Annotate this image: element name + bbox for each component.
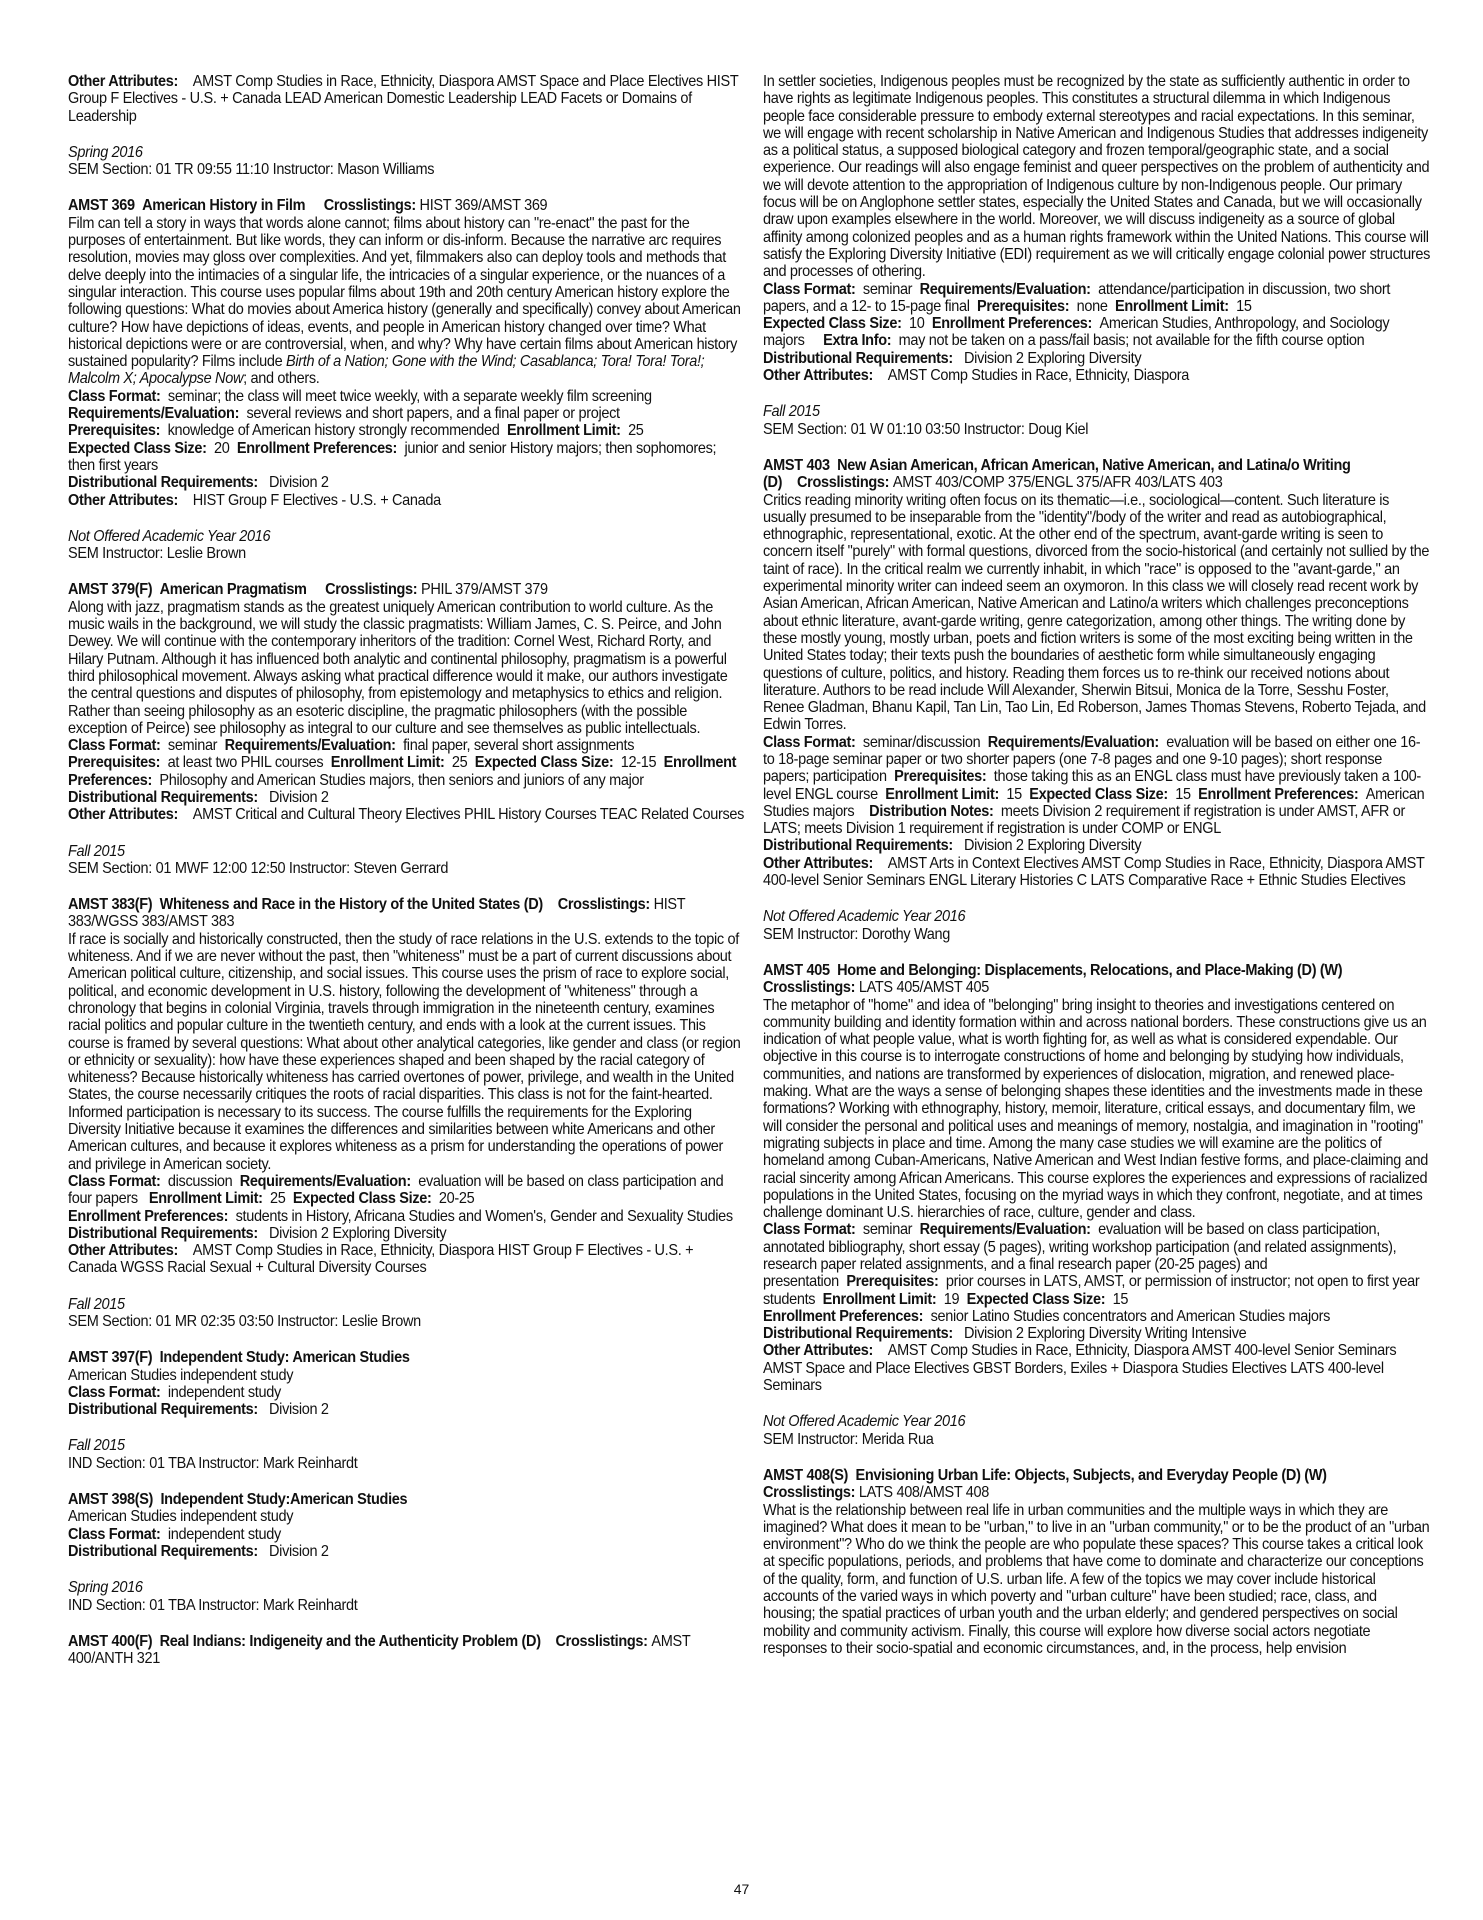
- prerequisites: none: [1076, 297, 1108, 315]
- enrollment-limit: 25: [270, 1190, 286, 1208]
- enrollment-limit: 25: [628, 422, 644, 440]
- prerequisites-label: Prerequisites:: [894, 768, 987, 786]
- enrollment-limit-label: Enrollment Limit:: [822, 1290, 937, 1308]
- other-attributes: AMST Critical and Cultural Theory Electives PHIL History Courses TEAC Related Courses: [192, 806, 745, 824]
- course-details: [68, 388, 744, 509]
- class-format: discussion: [167, 1172, 233, 1190]
- course-amst-369: [68, 197, 744, 508]
- section-info: IND Section: 01 TBA Instructor: Mark Reinhardt: [68, 1596, 358, 1614]
- class-format-label: Class Format:: [68, 387, 161, 405]
- other-attributes-label: Other Attributes:: [763, 1342, 873, 1360]
- requirements: evaluation will be based on either one 16- to 18-page seminar paper or two shorter papers (one 7-8 pages and one 9-10 pages); short response papers; participation: [763, 733, 1421, 786]
- class-format: independent study: [167, 1383, 281, 1401]
- class-size-label: Expected Class Size:: [966, 1290, 1106, 1308]
- crosslistings: LATS 405/AMST 405: [858, 979, 990, 997]
- enrollment-limit: 25: [451, 754, 468, 772]
- class-format: seminar: [862, 1221, 913, 1239]
- distribution-notes-label: Distribution Notes:: [869, 802, 994, 820]
- section-info: SEM Section: 01 MR 02:35 03:50 Instructor: Leslie Brown: [68, 1313, 421, 1330]
- class-size: 20: [213, 439, 230, 457]
- prerequisites-label: Prerequisites:: [846, 1273, 939, 1291]
- course-description: American Studies independent study: [68, 1366, 294, 1384]
- prerequisites: at least two PHIL courses: [167, 754, 324, 772]
- distributional-requirements: Division 2: [269, 1542, 329, 1560]
- enrollment-preferences-label: Enrollment Preferences:: [68, 1207, 229, 1225]
- page-number: 47: [733, 1881, 750, 1897]
- term-label: Fall 2015: [68, 1295, 125, 1313]
- requirements-label: Requirements/Evaluation:: [919, 1221, 1091, 1239]
- term-block: [68, 528, 744, 563]
- other-attributes: HIST Group F Electives - U.S. + Canada: [192, 491, 441, 509]
- distributional-requirements-label: Distributional Requirements:: [763, 1325, 953, 1343]
- other-attributes-label: Other Attributes:: [763, 367, 873, 385]
- enrollment-preferences: Philosophy and American Studies majors, then seniors and juniors of any major: [159, 771, 644, 789]
- requirements: several reviews and short papers, and a final paper or project: [246, 405, 620, 423]
- course-amst-408: [763, 1467, 1432, 1657]
- enrollment-preferences-label: Enrollment Preferences:: [68, 754, 737, 789]
- term-block: [763, 403, 1432, 438]
- course-title: [763, 1467, 1432, 1502]
- course-title: [68, 896, 744, 931]
- section-info: SEM Instructor: Dorothy Wang: [763, 925, 951, 943]
- extra-info-label: Extra Info:: [823, 332, 892, 350]
- term-label: Spring 2016: [68, 1579, 143, 1597]
- course-description: Critics reading minority writing often focus on its thematic—i.e., sociological—content. Such literature is usually presumed to be inseparable from the "identity"/body of the writer and read as autobiographical, ethnographic, representational, exotic. At the other end of the spectrum, avant-garde writing is seen to concern itself "purely" with formal questions, divorced from the socio-historical (and certainly not sullied by the taint of race). In the critical realm we currently inhabit, in which "race" is opposed to the "avant-garde," an experimental minority writer can indeed seem an oxymoron. In this class we will closely read recent work by Asian American, African American, Native American and Latino/a writers which challenges preconceptions about ethnic literature, avant-garde writing, genre categorization, among other things. The writing done by these mostly young, mostly urban, poets and fiction writers is some of the most exciting being written in the United States today; their texts push the boundaries of aesthetic form while simultaneously engaging questions of culture, politics, and history. Reading them forces us to re-think our received notions about literature. Authors to be read include Will Alexander, Sherwin Bitsui, Monica de la Torre, Sesshu Foster, Renee Gladman, Bhanu Kapil, Tan Lin, Tao Lin, Ed Roberson, James Thomas Stevens, Roberto Tejada, and Edwin Torres.: [763, 491, 1430, 734]
- requirements-label: Requirements/Evaluation:: [919, 280, 1091, 298]
- class-size-label: Expected Class Size:: [1029, 785, 1168, 803]
- enrollment-preferences-label: Enrollment Preferences:: [236, 439, 398, 457]
- term-label: Fall 2015: [68, 1437, 125, 1455]
- class-format-label: Class Format:: [68, 1172, 161, 1190]
- course-title: [68, 197, 744, 214]
- distributional-requirements: Division 2: [269, 474, 329, 492]
- crosslistings: AMST 403/COMP 375/ENGL 375/AFR 403/LATS 403: [892, 474, 1223, 492]
- enrollment-limit-label: Enrollment Limit:: [1115, 297, 1229, 315]
- other-attributes-label: Other Attributes:: [68, 1242, 178, 1260]
- other-attributes-label: Other Attributes:: [763, 854, 873, 872]
- distributional-requirements: Division 2 Exploring Diversity: [964, 349, 1142, 367]
- enrollment-preferences: students in History, Africana Studies and Women's, Gender and Sexuality Studies: [235, 1207, 733, 1225]
- section-info: SEM Instructor: Leslie Brown: [68, 545, 246, 563]
- class-format: seminar: [167, 737, 218, 755]
- description-text: Film can tell a story in ways that words alone cannot; films about history can "re-enact" the past for the purposes of entertainment. But like words, they can inform or dis-inform. Because the narrative arc requires resolution, movies may gloss over complexities. And yet, filmmakers also can deploy tools and methods that delve deeply into the intimacies of a singular life, the intricacies of a singular experience, or the nuances of a singular interaction. This course uses popular films about 19th and 20th century American history explore the following questions: What do movies about America history (generally and specifically) convey about American culture? How have depictions of ideas, events, and people in American history changed over time? What historical depictions were or are controversial, when, and why? Why have certain films about American history sustained popularity? Films include: [68, 214, 741, 371]
- enrollment-preferences: American Studies, Anthropology, and Sociology majors: [763, 315, 1390, 350]
- section-info: SEM Section: 01 W 01:10 03:50 Instructor: Doug Kiel: [763, 420, 1089, 438]
- course-title: [68, 581, 744, 598]
- course-details: [68, 1384, 744, 1419]
- course-number: AMST 408(S): [763, 1466, 849, 1484]
- course-name: American Pragmatism: [159, 581, 307, 599]
- extra-info: may not be taken on a pass/fail basis; not available for the fifth course option: [898, 332, 1365, 350]
- distributional-requirements-label: Distributional Requirements:: [68, 1401, 258, 1419]
- course-number: AMST 369: [68, 197, 135, 215]
- crosslistings: AMST 400/ANTH 321: [68, 1632, 691, 1668]
- crosslistings-label: Crosslistings:: [763, 979, 856, 997]
- class-format-label: Class Format:: [68, 737, 161, 755]
- course-number: AMST 383(F): [68, 896, 153, 914]
- class-size-label: Expected Class Size:: [474, 754, 614, 772]
- enrollment-limit: 15: [1006, 785, 1022, 803]
- crosslistings-label: Crosslistings:: [325, 581, 418, 599]
- course-description: In settler societies, Indigenous peoples must be recognized by the state as sufficiently authentic in order to have rights as legitimate Indigenous peoples. This constitutes a structural dilemma in which Indigenous people face considerable pressure to embody external stereotypes and racial expectations. In this seminar, we will engage with recent scholarship in Native American and Indigenous Studies that addresses indigeneity as a political status, a supposed biological category and frozen temporal/geographic state, and a social experience. Our readings will also engage feminist and queer perspectives on the problem of authenticity and we will devote attention to the appropriation of Indigenous culture by non-Indigenous people. Our primary focus will be on Anglophone settler states, especially the United States and Canada, but we will occasionally draw upon examples elsewhere in the world. Moreover, we will discuss indigeneity as a source of global affinity among colonized peoples and as a human rights framework within the United Nations. This course will satisfy the Exploring Diversity Initiative (EDI) requirement as we will critically engage colonial power structures and processes of othering.: [763, 73, 1431, 281]
- course-amst-405: [763, 962, 1432, 1394]
- course-description: [68, 215, 744, 388]
- course-details: [68, 1173, 744, 1277]
- requirements-label: Requirements/Evaluation:: [987, 733, 1159, 751]
- course-entry-continued: [68, 73, 744, 125]
- field-value: AMST Comp Studies in Race, Ethnicity, Diaspora AMST Space and Place Electives HIST Group F Electives - U.S. + Canada LEAD American Domestic Leadership LEAD Facets or Domains of Leadership: [68, 73, 739, 125]
- term-block: [763, 908, 1432, 943]
- distributional-requirements-label: Distributional Requirements:: [68, 1542, 258, 1560]
- distributional-requirements-label: Distributional Requirements:: [763, 349, 953, 367]
- class-size: 15: [1175, 785, 1191, 803]
- distributional-requirements: Division 2 Exploring Diversity Writing Intensive: [964, 1325, 1247, 1343]
- description-text-end: ; and others.: [243, 370, 320, 388]
- requirements: evaluation will be based on class participation and four papers: [68, 1172, 724, 1208]
- term-block: [68, 144, 744, 179]
- section-info: SEM Section: 01 MWF 12:00 12:50 Instructor: Steven Gerrard: [68, 859, 449, 877]
- requirements: evaluation will be based on class participation, annotated bibliography, short essay (5 pages), writing workshop participation (and related assignments), research paper related assignments, and a final research paper (20-25 pages) and presentation: [763, 1221, 1397, 1291]
- distributional-requirements: Division 2: [269, 1401, 329, 1419]
- crosslistings: LATS 408/AMST 408: [858, 1484, 990, 1502]
- requirements-label: Requirements/Evaluation:: [239, 1172, 411, 1190]
- course-title: [68, 1349, 744, 1366]
- enrollment-limit-label: Enrollment Limit:: [506, 422, 621, 440]
- other-attributes-label: Other Attributes:: [68, 491, 178, 509]
- course-description: The metaphor of "home" and idea of "belonging" bring insight to theories and investigations centered on community building and identity formation within and across national borders. These constructions give us an indication of what people value, what is worth fighting for, as well as what is considered expendable. Our objective in this course is to interrogate constructions of home and belonging by studying how individuals, communities, and nations are transformed by experiences of dislocation, migration, and renewed place-making. What are the ways a sense of belonging shapes these identities and the investments made in these formations? Working with ethnography, history, memoir, literature, critical essays, and documentary film, we will consider the personal and political uses and meanings of memory, nostalgia, and imagination in "rooting" migrating subjects in place and time. Among the many case studies we will examine are the politics of homeland among Cuban-Americans, Native American and West Indian festive forms, and place-claiming and racial sincerity among African Americans. This course explores the experiences and expressions of racialized populations in the United States, focusing on the myriad ways in which they confront, negotiate, and at times challenge dominant U.S. hierarchies of race, culture, gender and class.: [763, 996, 1428, 1222]
- crosslistings-label: Crosslistings:: [323, 197, 416, 215]
- course-details: [763, 1221, 1432, 1394]
- enrollment-preferences: senior Latino Studies concentrators and American Studies majors: [930, 1307, 1331, 1325]
- course-name: New Asian American, African American, Native American, and Latina/o Writing (D): [763, 456, 1351, 492]
- crosslistings: PHIL 379/AMST 379: [421, 581, 548, 599]
- course-number: AMST 379(F): [68, 581, 153, 599]
- term-label: Fall 2015: [763, 403, 820, 421]
- course-name: Real Indians: Indigeneity and the Authenticity Problem (D): [159, 1632, 541, 1650]
- course-title: [68, 1491, 744, 1508]
- course-description: Along with jazz, pragmatism stands as the greatest uniquely American contribution to world culture. As the music wails in the background, we will study the classic pragmatists: William James, C. S. Peirce, and John Dewey. We will continue with the contemporary inheritors of the tradition: Cornel West, Richard Rorty, and Hilary Putnam. Although it has influenced both analytic and continental philosophy, pragmatism is a powerful third philosophical movement. Always asking what practical difference would it make, our authors investigate the central questions and disputes of philosophy, from epistemology and metaphysics to ethics and religion. Rather than seeing philosophy as an esoteric discipline, the pragmatic philosophers (with the possible exception of Peirce) see philosophy as integral to our culture and see themselves as public intellectuals.: [68, 598, 728, 737]
- course-amst-397: [68, 1349, 744, 1418]
- course-description: If race is socially and historically constructed, then the study of race relations in the U.S. extends to the topic of whiteness. And if we are never without the past, then "whiteness" must be a part of current discussions about American political culture, citizenship, and social issues. This course uses the prism of race to explore social, political, and economic development in U.S. history, following the development of "whiteness" through a chronology that begins in colonial Virginia, travels through immigration in the nineteenth century, examines racial politics and popular culture in the twentieth century, and ends with a look at the current issues. This course is framed by several questions: What about other analytical categories, like gender and class (or region or ethnicity or sexuality): how have these experiences shaped and been shaped by the racial category of whiteness? Because historically whiteness has carried overtones of power, privilege, and wealth in the United States, the course necessarily critiques the roots of racial disparities. This class is not for the faint-hearted. Informed participation is necessary to its success. The course fulfills the requirements for the Exploring Diversity Initiative because it examines the differences and similarities between white Americans and other American cultures, and because it explores whiteness as a prism for understanding the operations of power and privilege in American society.: [68, 930, 741, 1173]
- course-amst-379: [68, 581, 744, 823]
- distribution-notes: meets Division 2 requirement if registration is under AMST, AFR or LATS; meets Division 1 requirement if registration is under COMP or ENGL: [763, 802, 1406, 838]
- enrollment-limit: 19: [943, 1290, 960, 1308]
- class-size: 12-15: [620, 754, 657, 772]
- course-name: Envisioning Urban Life: Objects, Subjects, and Everyday People (D) (W): [855, 1466, 1327, 1484]
- term-block: [68, 1296, 744, 1331]
- other-attributes: AMST Arts in Context Electives AMST Comp Studies in Race, Ethnicity, Diaspora AMST 400-level Senior Seminars ENGL Literary Histories C LATS Comparative Race + Ethnic Studies Electives: [763, 854, 1425, 890]
- course-details: [763, 281, 1432, 385]
- class-format-label: Class Format:: [763, 1221, 856, 1239]
- crosslistings-label: Crosslistings:: [555, 1632, 648, 1650]
- class-format-label: Class Format:: [68, 1383, 161, 1401]
- class-size-label: Expected Class Size:: [68, 439, 207, 457]
- distributional-requirements-label: Distributional Requirements:: [68, 788, 258, 806]
- term-block: [68, 843, 744, 878]
- course-number: AMST 403: [763, 456, 830, 474]
- class-format: seminar: [862, 280, 913, 298]
- term-label: Not Offered Academic Year 2016: [68, 527, 271, 545]
- other-attributes: AMST Comp Studies in Race, Ethnicity, Diaspora: [887, 367, 1190, 385]
- enrollment-limit-label: Enrollment Limit:: [885, 785, 999, 803]
- requirements: final paper, several short assignments: [403, 737, 635, 755]
- course-amst-400-body: [763, 73, 1432, 384]
- term-block: [763, 1413, 1432, 1448]
- prerequisites: prior courses in LATS, AMST, or permission of instructor; not open to first year students: [763, 1273, 1420, 1308]
- distributional-requirements: Division 2 Exploring Diversity: [964, 837, 1142, 855]
- field-label: Other Attributes:: [68, 73, 178, 90]
- term-label: Spring 2016: [68, 143, 143, 161]
- requirements: attendance/participation in discussion, two short papers, and a 12- to 15-page final: [763, 280, 1391, 315]
- enrollment-limit-label: Enrollment Limit:: [330, 754, 445, 772]
- enrollment-limit: 15: [1236, 297, 1252, 315]
- enrollment-limit-label: Enrollment Limit:: [148, 1190, 263, 1208]
- course-number: AMST 397(F): [68, 1349, 153, 1367]
- course-title: [763, 962, 1432, 997]
- course-number: AMST 400(F): [68, 1632, 153, 1650]
- class-size-label: Expected Class Size:: [763, 315, 902, 333]
- crosslistings-label: Crosslistings:: [796, 474, 890, 492]
- distributional-requirements: Division 2: [269, 788, 329, 806]
- term-block: [68, 1579, 744, 1614]
- term-label: Not Offered Academic Year 2016: [763, 1413, 966, 1431]
- other-attributes: AMST Comp Studies in Race, Ethnicity, Diaspora HIST Group F Electives - U.S. + Canada WGSS Racial Sexual + Cultural Diversity Courses: [68, 1242, 694, 1277]
- course-name: American History in Film: [142, 197, 306, 215]
- section-info: SEM Section: 01 TR 09:55 11:10 Instructor: Mason Williams: [68, 161, 435, 179]
- course-details: [763, 734, 1432, 890]
- class-format-label: Class Format:: [763, 733, 856, 751]
- class-format: independent study: [167, 1525, 281, 1543]
- course-details: [68, 737, 744, 823]
- class-size: 20-25: [438, 1190, 475, 1208]
- enrollment-preferences: junior and senior History majors; then sophomores; then first years: [68, 439, 717, 474]
- class-size-label: Expected Class Size:: [292, 1190, 432, 1208]
- course-number: AMST 398(S): [68, 1491, 154, 1509]
- class-format-label: Class Format:: [763, 280, 856, 298]
- other-attributes: [68, 73, 744, 125]
- other-attributes-label: Other Attributes:: [68, 806, 178, 824]
- enrollment-preferences-label: Enrollment Preferences:: [1198, 785, 1359, 803]
- enrollment-preferences-label: Enrollment Preferences:: [931, 315, 1093, 333]
- class-format: seminar/discussion: [862, 733, 981, 751]
- course-amst-383: [68, 896, 744, 1277]
- course-name: Independent Study:American Studies: [160, 1491, 408, 1509]
- course-name: Home and Belonging: Displacements, Relocations, and Place-Making (D) (W): [837, 961, 1343, 979]
- requirements-label: Requirements/Evaluation:: [68, 405, 240, 423]
- crosslistings: HIST 383/WGSS 383/AMST 383: [68, 896, 686, 931]
- term-label: Not Offered Academic Year 2016: [763, 908, 966, 926]
- prerequisites-label: Prerequisites:: [977, 297, 1070, 315]
- course-name: Independent Study: American Studies: [159, 1349, 410, 1367]
- course-title: [763, 457, 1432, 492]
- left-column: [68, 73, 744, 1667]
- course-name: Whiteness and Race in the History of the United States (D): [159, 896, 543, 914]
- term-block: [68, 1437, 744, 1472]
- course-number: AMST 405: [763, 961, 830, 979]
- term-label: Fall 2015: [68, 842, 125, 860]
- section-info: IND Section: 01 TBA Instructor: Mark Reinhardt: [68, 1454, 358, 1472]
- film-list: Birth of a Nation; Gone with the Wind; Casablanca; Tora! Tora! Tora!; Malcolm X; Apocalypse Now: [68, 353, 705, 388]
- class-size: 15: [1112, 1290, 1129, 1308]
- course-amst-398: [68, 1491, 744, 1560]
- prerequisites: those taking this as an ENGL class must have previously taken a 100-level ENGL course: [763, 768, 1421, 803]
- enrollment-preferences-label: Enrollment Preferences:: [763, 1307, 924, 1325]
- course-amst-400-heading: [68, 1633, 744, 1668]
- crosslistings: HIST 369/AMST 369: [419, 197, 548, 215]
- prerequisites-label: Prerequisites:: [68, 422, 161, 440]
- crosslistings-label: Crosslistings:: [557, 896, 650, 914]
- course-amst-403: [763, 457, 1432, 889]
- course-description: What is the relationship between real life in urban communities and the multiple ways in which they are imagined? What does it mean to be "urban," to live in an "urban community," or to be the product of an "urban environment"? Who do we think the people are who populate these spaces? This course takes a critical look at specific populations, periods, and problems that have come to dominate and characterize our conceptions of the quality, form, and function of U.S. urban life. A few of the topics we may cover include historical accounts of the varied ways in which poverty and "urban culture" have been studied; race, class, and housing; the spatial practices of urban youth and the urban elderly; and gendered perspectives on social mobility and community activism. Finally, this course will explore how diverse social actors negotiate responses to their socio-spatial and economic circumstances, and, in the process, help envision: [763, 1501, 1430, 1657]
- crosslistings-label: Crosslistings:: [763, 1484, 856, 1502]
- class-format: seminar; the class will meet twice weekly, with a separate weekly film screening: [167, 387, 652, 405]
- course-description: American Studies independent study: [68, 1508, 294, 1526]
- requirements-label: Requirements/Evaluation:: [224, 737, 396, 755]
- section-info: SEM Instructor: Merida Rua: [763, 1430, 934, 1448]
- right-column: [763, 73, 1432, 1657]
- course-details: [68, 1526, 744, 1561]
- enrollment-preferences: American Studies majors: [763, 785, 1425, 820]
- course-title: [68, 1633, 744, 1668]
- distributional-requirements-label: Distributional Requirements:: [68, 474, 258, 492]
- distributional-requirements-label: Distributional Requirements:: [68, 1224, 258, 1242]
- class-format-label: Class Format:: [68, 1525, 161, 1543]
- distributional-requirements: Division 2 Exploring Diversity: [269, 1224, 447, 1242]
- prerequisites: knowledge of American history strongly recommended: [167, 422, 500, 440]
- class-size: 10: [908, 315, 925, 333]
- prerequisites-label: Prerequisites:: [68, 754, 161, 772]
- other-attributes: AMST Comp Studies in Race, Ethnicity, Diaspora AMST 400-level Senior Seminars AMST Space and Place Electives GBST Borders, Exiles + Diaspora Studies Electives LATS 400-level Seminars: [763, 1342, 1397, 1395]
- distributional-requirements-label: Distributional Requirements:: [763, 837, 953, 855]
